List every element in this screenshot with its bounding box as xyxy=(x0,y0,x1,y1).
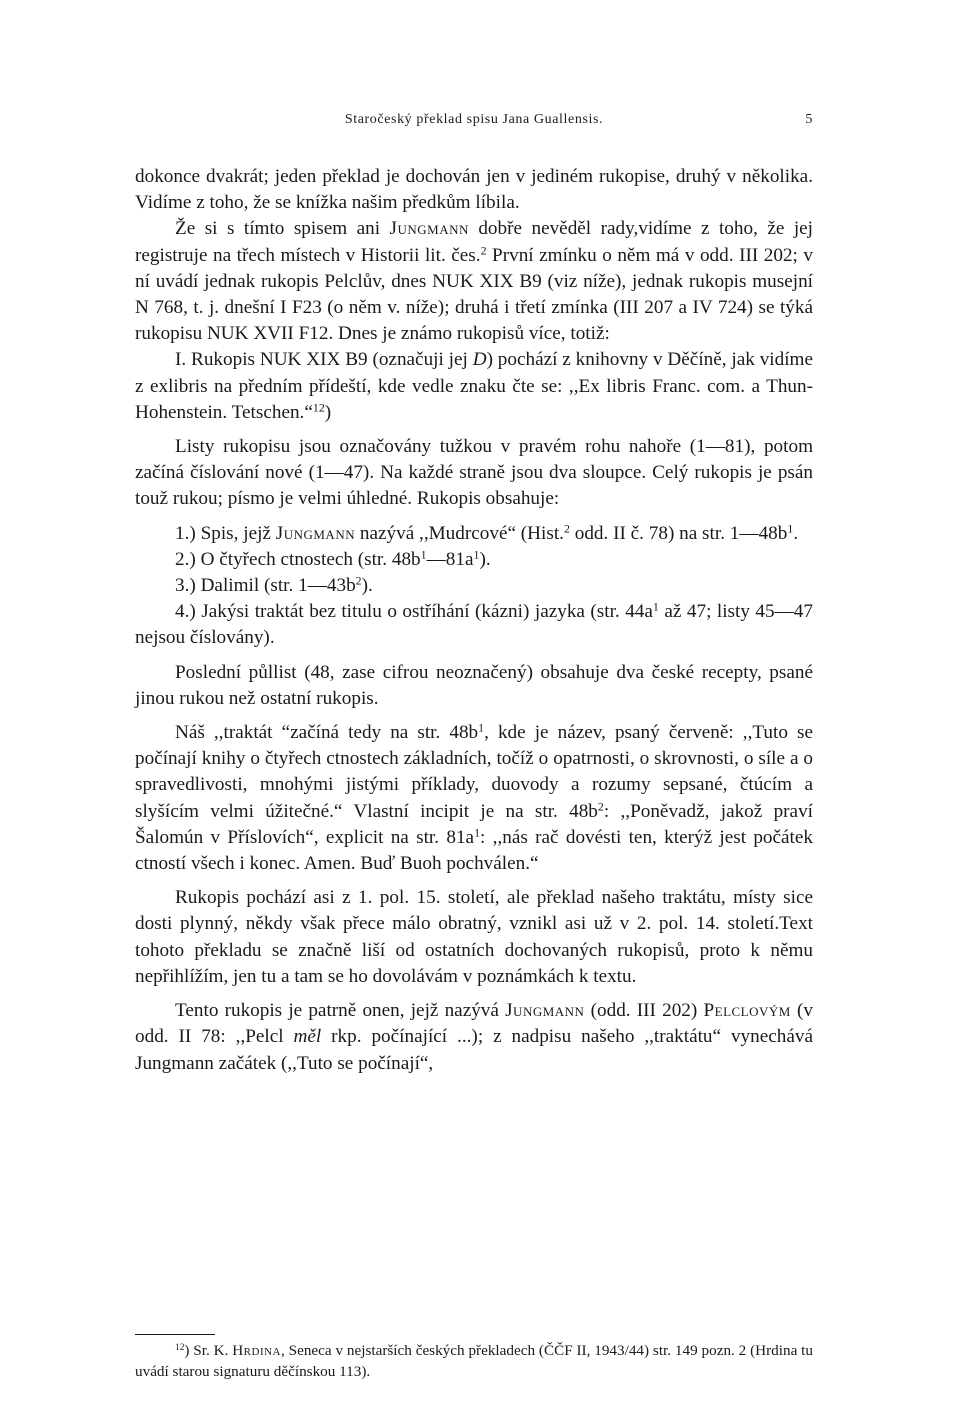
superscript: 1 xyxy=(652,599,659,614)
footnote-number: 12 xyxy=(175,1342,185,1353)
text-run: I. Rukopis NUK XIX B9 (označuji jej xyxy=(175,349,473,371)
paragraph-1 xyxy=(135,164,813,216)
text-run: Že si s tímto spisem ani xyxy=(175,218,390,240)
superscript: 1 xyxy=(787,521,794,536)
paragraph-7 xyxy=(135,885,813,990)
text-run: . xyxy=(793,522,799,544)
superscript: 1 xyxy=(478,720,485,735)
paragraph-7-text: Rukopis pochází asi z 1. pol. 15. století, ale překlad našeho traktátu, místy sice dosti plynný, někdy však přece málo obratný, vznikl asi už v 2. pol. 14. století.Text tohoto překladu se značně liší od ostatních dochovaných rukopisů, proto k němu nepřihlížím, jen tu a tam se ho dovolávám v poznámkách k textu. xyxy=(135,887,813,987)
superscript: 2 xyxy=(480,243,487,258)
author-name: Hrdina xyxy=(232,1342,282,1359)
superscript: 1 xyxy=(473,547,480,562)
superscript: 2 xyxy=(355,573,362,588)
author-name: Jungmann xyxy=(275,522,356,544)
text-run: , Seneca v nejstarších českých překladech (ČČF II, 1943/44) str. 149 pozn. 2 (Hrdina tu uvádí starou signaturu děčínskou 113). xyxy=(135,1342,813,1380)
text-run: , kde je název, psaný červeně: ,,Tuto se počínají knihy o čtyřech ctnostech základních, točíž o opatrnosti, o skrovnosti, o síle a o spravedlivosti, mnohými jistými příklady, duovody a rozumy sepsané, čtúcím a slyšícím velmi úžitečné.“ Vlastní incipit je na str. 48b xyxy=(135,722,813,822)
text-run: ). xyxy=(361,575,373,597)
superscript: 2 xyxy=(563,521,570,536)
siglum: D xyxy=(472,349,487,371)
text-run: —81a xyxy=(426,548,474,570)
text-run: odd. II č. 78) na str. 1—48b xyxy=(569,522,788,544)
list-item-1 xyxy=(135,521,813,547)
text-run: ) xyxy=(324,401,332,423)
text-run: 1.) Spis, jejž xyxy=(175,522,276,544)
text-run: Tento rukopis je patrně onen, jejž nazývá xyxy=(175,1000,506,1022)
paragraph-3 xyxy=(135,347,813,426)
superscript: 1 xyxy=(474,825,481,840)
running-title: Staročeský překlad spisu Jana Guallensis. xyxy=(344,112,604,127)
list-item-3 xyxy=(135,573,813,599)
text-run: až 47; listy 45—47 nejsou číslovány). xyxy=(135,601,813,649)
text-run: : ,,nás rač dovésti ten, kterýž jest počátek ctností všech i konec. Amen. Buď Buoh pochválen.“ xyxy=(135,826,814,875)
footnote-12 xyxy=(135,1340,813,1382)
superscript: 1 xyxy=(420,547,427,562)
text-run: dobře nevěděl rady,vidíme z toho, že jej registruje na třech místech v Historii lit. čes. xyxy=(135,218,813,266)
paragraph-8 xyxy=(135,998,813,1077)
text-run: První zmínku o něm má v odd. III 202; v ní uvádí jednak rukopis Pelclův, dnes NUK XIX B9 (viz níže), jednak rukopis musejní N 768, t. j. dnešní I F23 (o něm v. níže); druhá i třetí zmínka (III 207 a IV 724) se týká rukopisu NUK XVII F12. Dnes je známo rukopisů více, totiž: xyxy=(135,244,813,345)
text-run: 4.) Jakýsi traktát bez titulu o ostříhání (kázni) jazyka (str. 44a xyxy=(175,601,653,623)
text-run: (odd. III 202) xyxy=(584,1000,704,1022)
text-run: 2.) O čtyřech ctnostech (str. 48b xyxy=(175,548,421,570)
paragraph-5 xyxy=(135,660,813,712)
text-run: ) Sr. K. xyxy=(184,1342,233,1359)
text-run: Náš ,,traktát “začíná tedy na str. 48b xyxy=(175,722,479,744)
paragraph-4 xyxy=(135,434,813,513)
paragraph-1-text: dokonce dvakrát; jeden překlad je dochován jen v jediném rukopise, druhý v několika. Vidíme z toho, že se knížka našim předkům líbila. xyxy=(135,166,813,214)
author-name: Jungmann xyxy=(389,218,469,240)
paragraph-5-text: Poslední půllist (48, zase cifrou neoznačený) obsahuje dva české recepty, psané jinou rukou než ostatní rukopis. xyxy=(135,661,813,709)
text-run: ). xyxy=(479,548,491,570)
text-run: rkp. počínající ...); z nadpisu našeho ,,traktátu“ vynechává Jungmann začátek (,,Tuto se počínají“, xyxy=(135,1026,813,1074)
superscript: 2 xyxy=(597,799,604,814)
paragraph-2 xyxy=(135,216,813,347)
footnote-rule xyxy=(135,1334,215,1335)
footnote-ref: 12 xyxy=(312,400,325,415)
page-number: 5 xyxy=(805,112,813,127)
author-name: Jungmann xyxy=(505,1000,585,1022)
text-run: nazývá ,,Mudrcové“ (Hist. xyxy=(355,522,564,544)
page-header xyxy=(135,112,813,134)
author-name: Pelclovým xyxy=(703,1000,791,1022)
main-text xyxy=(135,164,813,1077)
list-item-4 xyxy=(135,599,813,651)
text-run: (v odd. II 78: ,,Pelcl xyxy=(135,1000,813,1048)
text-run: : ,,Poněvadž, jakož praví Šalomún v Příslovích“, explicit na str. 81a xyxy=(135,800,813,848)
text-run: 3.) Dalimil (str. 1—43b xyxy=(175,575,356,597)
text-run: ) pochází z knihovny v Děčíně, jak vidíme z exlibris na předním přídeští, kde vedle znaku čte se: ,,Ex libris Franc. com. a Thun-Hohenstein. Tetschen.“ xyxy=(135,349,813,423)
list-item-2 xyxy=(135,547,813,573)
italic-word: měl xyxy=(293,1026,322,1048)
paragraph-4-text: Listy rukopisu jsou označovány tužkou v pravém rohu nahoře (1—81), potom začíná číslování nové (1—47). Na každé straně jsou dva sloupce. Celý rukopis je psán touž rukou; písmo je velmi úhledné. Rukopis obsahuje: xyxy=(135,436,813,510)
paragraph-6 xyxy=(135,720,813,877)
footnote xyxy=(135,1340,813,1382)
